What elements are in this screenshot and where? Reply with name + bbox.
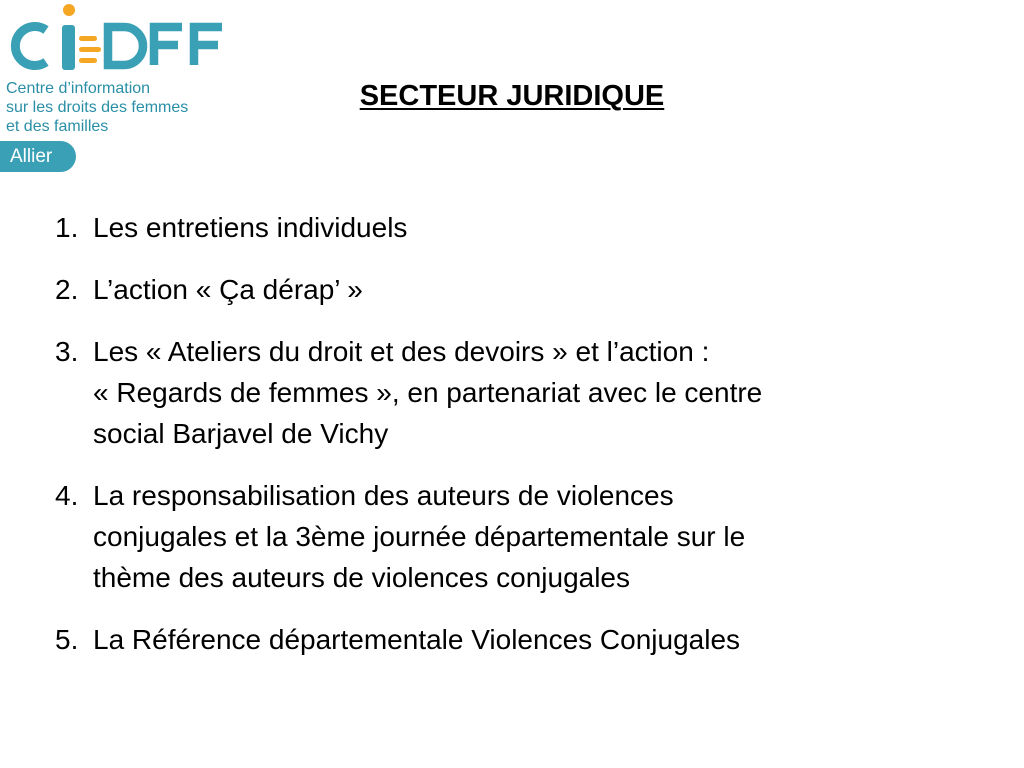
logo-tagline-line-1: Centre d’information: [6, 80, 151, 97]
logo-region-badge: Allier: [0, 141, 76, 172]
list-item-number: 4.: [55, 480, 79, 511]
numbered-list: [55, 207, 955, 660]
cidff-wordmark-icon: [0, 0, 228, 78]
list-item-text: La responsabilisation des auteurs de violences conjugales et la 3ème journée départementale sur le thème des auteurs de violences conjugales: [93, 480, 746, 593]
list-item: [55, 475, 955, 598]
list-item: [55, 207, 955, 248]
logo-tagline-line-3: et des familles: [6, 118, 109, 135]
list-item-text: L’action « Ça dérap’ »: [93, 274, 363, 305]
list-item-text: La Référence départementale Violences Conjugales: [93, 624, 741, 655]
list-item-number: 5.: [55, 624, 79, 655]
list-item-number: 2.: [55, 274, 79, 305]
slide-title: SECTEUR JURIDIQUE: [359, 80, 665, 112]
list-item-number: 1.: [55, 212, 79, 243]
list-item: [55, 619, 955, 660]
logo-tagline-line-2: sur les droits des femmes: [6, 99, 189, 116]
list-item-text: Les « Ateliers du droit et des devoirs » et l’action : « Regards de femmes », en partenariat avec le centre social Barjavel de Vichy: [93, 336, 763, 449]
list-item-number: 3.: [55, 336, 79, 367]
list-item: [55, 331, 955, 454]
list-item-text: Les entretiens individuels: [93, 212, 408, 243]
list-item: [55, 269, 955, 310]
